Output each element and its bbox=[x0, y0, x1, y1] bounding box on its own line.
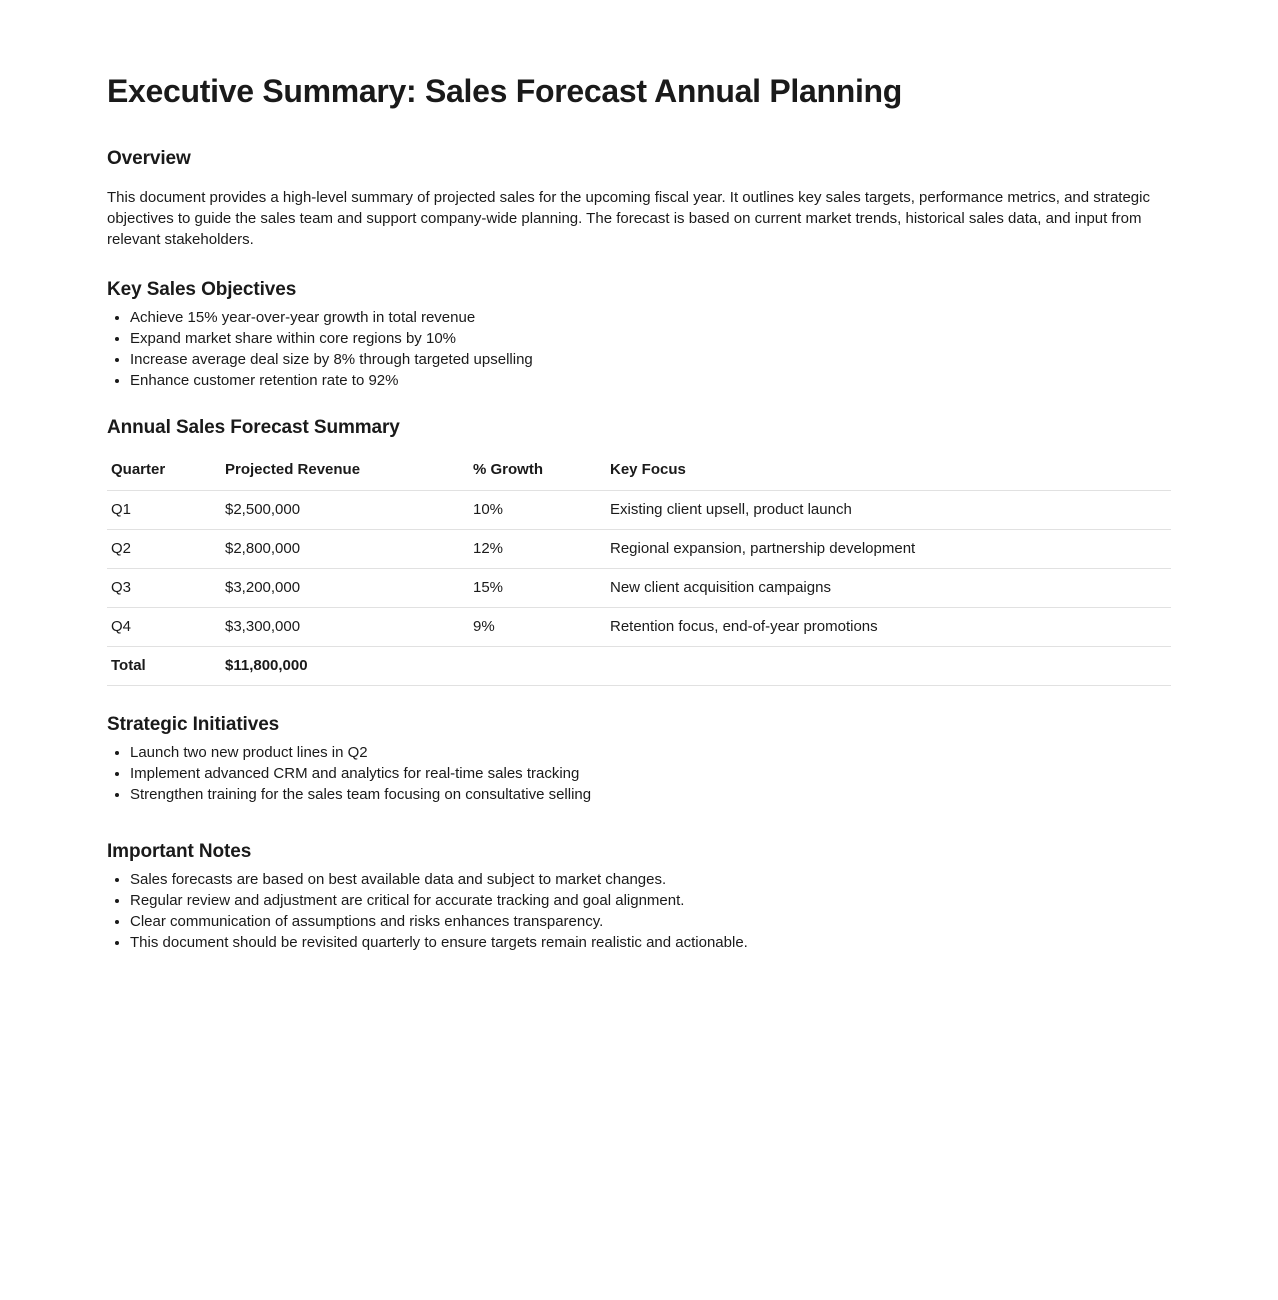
cell-revenue: $3,200,000 bbox=[221, 569, 469, 608]
list-item: • Implement advanced CRM and analytics for real-time sales tracking bbox=[130, 763, 1171, 784]
page-title: Executive Summary: Sales Forecast Annual Planning bbox=[107, 73, 903, 109]
cell-revenue: $3,300,000 bbox=[221, 608, 469, 647]
col-header-projected-revenue: Projected Revenue bbox=[221, 454, 469, 491]
cell-quarter: Q1 bbox=[107, 491, 221, 530]
forecast-heading: Annual Sales Forecast Summary bbox=[107, 417, 400, 438]
cell-growth: 12% bbox=[469, 530, 606, 569]
overview-heading: Overview bbox=[107, 148, 191, 169]
cell-growth: 9% bbox=[469, 608, 606, 647]
cell-revenue: $2,800,000 bbox=[221, 530, 469, 569]
list-item: • Regular review and adjustment are critical for accurate tracking and goal alignment. bbox=[130, 890, 1171, 911]
table-header-row bbox=[107, 454, 1171, 491]
notes-heading: Important Notes bbox=[107, 841, 252, 862]
list-item: • Sales forecasts are based on best available data and subject to market changes. bbox=[130, 869, 1171, 890]
list-item: • Clear communication of assumptions and risks enhances transparency. bbox=[130, 911, 1171, 932]
list-item: • This document should be revisited quarterly to ensure targets remain realistic and actionable. bbox=[130, 932, 1171, 953]
initiatives-list bbox=[107, 742, 1171, 805]
table-row bbox=[107, 608, 1171, 647]
col-header-growth: % Growth bbox=[469, 454, 606, 491]
cell-total-value: $11,800,000 bbox=[221, 647, 469, 686]
list-item: • Enhance customer retention rate to 92% bbox=[130, 370, 1171, 391]
cell-empty bbox=[469, 647, 606, 686]
cell-key-focus: Retention focus, end-of-year promotions bbox=[606, 608, 1171, 647]
cell-key-focus: Regional expansion, partnership development bbox=[606, 530, 1171, 569]
cell-empty bbox=[606, 647, 1171, 686]
list-item: • Strengthen training for the sales team focusing on consultative selling bbox=[130, 784, 1171, 805]
cell-quarter: Q2 bbox=[107, 530, 221, 569]
col-header-key-focus: Key Focus bbox=[606, 454, 1171, 491]
list-item: • Increase average deal size by 8% through targeted upselling bbox=[130, 349, 1171, 370]
table-total-row bbox=[107, 647, 1171, 686]
col-header-quarter: Quarter bbox=[107, 454, 221, 491]
table-row bbox=[107, 530, 1171, 569]
cell-total-label: Total bbox=[107, 647, 221, 686]
objectives-heading: Key Sales Objectives bbox=[107, 279, 297, 300]
cell-key-focus: New client acquisition campaigns bbox=[606, 569, 1171, 608]
cell-quarter: Q3 bbox=[107, 569, 221, 608]
table-row bbox=[107, 569, 1171, 608]
list-item: • Achieve 15% year-over-year growth in total revenue bbox=[130, 307, 1171, 328]
notes-list bbox=[107, 869, 1171, 953]
cell-growth: 10% bbox=[469, 491, 606, 530]
overview-paragraph: This document provides a high-level summary of projected sales for the upcoming fiscal year. It outlines key sales targets, performance metrics, and strategic objectives to guide the sales team and support company-wide planning. The forecast is based on current market trends, historical sales data, and input from relevant stakeholders. bbox=[107, 189, 1150, 248]
forecast-table bbox=[107, 454, 1171, 686]
table-row bbox=[107, 491, 1171, 530]
list-item: • Expand market share within core regions by 10% bbox=[130, 328, 1171, 349]
cell-revenue: $2,500,000 bbox=[221, 491, 469, 530]
list-item: • Launch two new product lines in Q2 bbox=[130, 742, 1171, 763]
objectives-list bbox=[107, 307, 1171, 391]
initiatives-heading: Strategic Initiatives bbox=[107, 714, 280, 735]
cell-growth: 15% bbox=[469, 569, 606, 608]
cell-key-focus: Existing client upsell, product launch bbox=[606, 491, 1171, 530]
cell-quarter: Q4 bbox=[107, 608, 221, 647]
